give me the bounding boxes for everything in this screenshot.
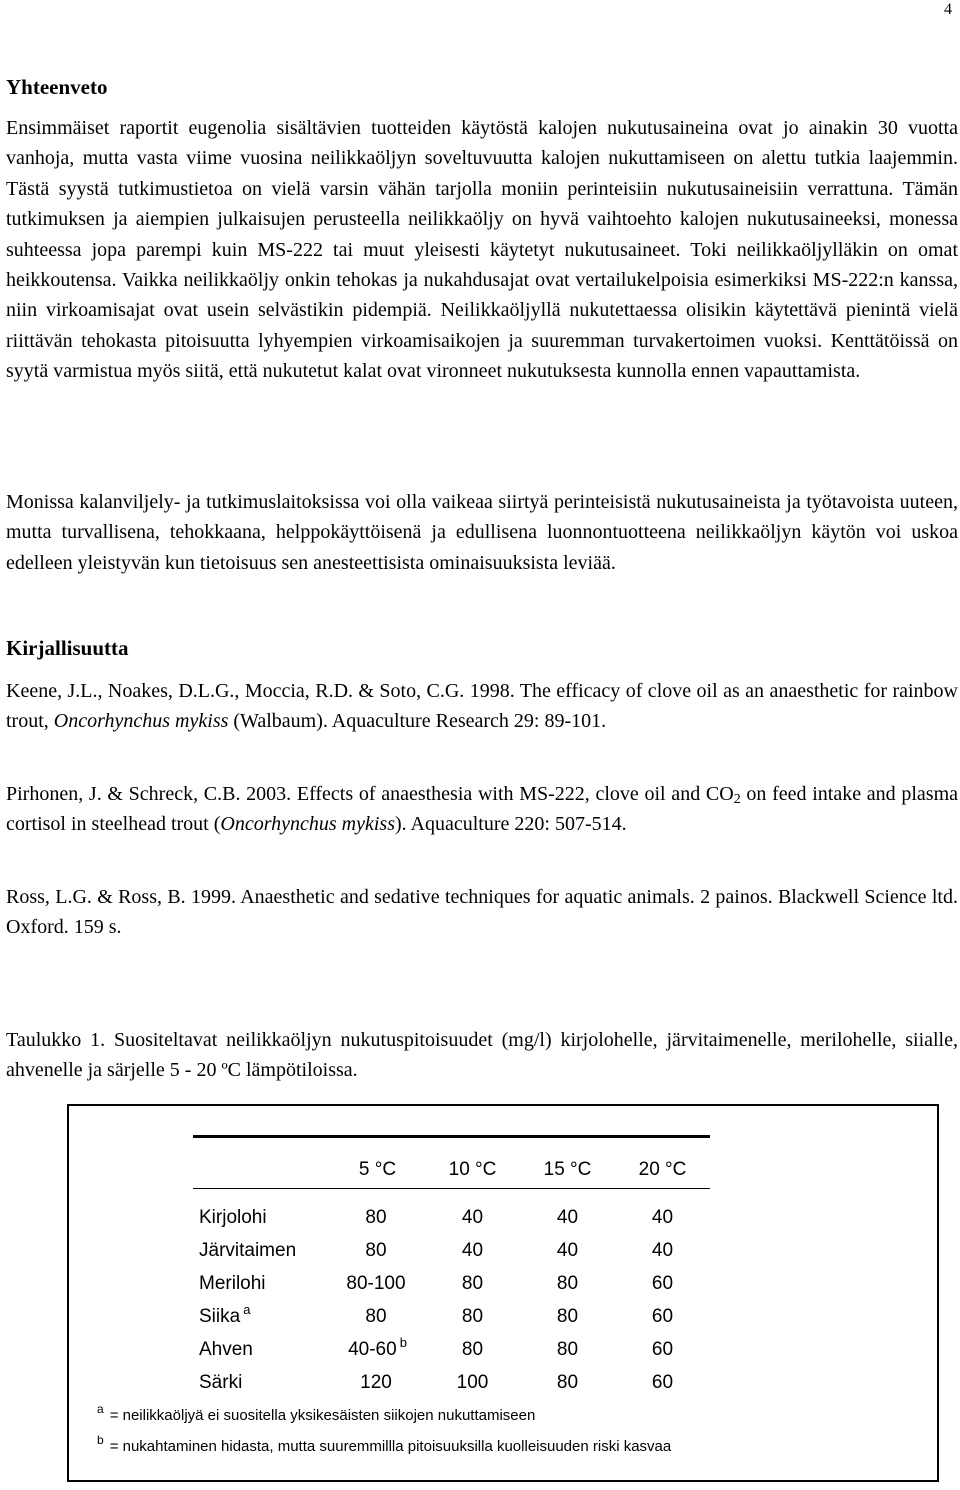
header-cell: 20 °C (615, 1137, 710, 1189)
species-cell: Kirjolohi (199, 1206, 267, 1228)
table-row (193, 1300, 710, 1333)
co2-subscript: 2 (733, 792, 741, 807)
table-footnote-a (97, 1402, 536, 1426)
footnote-mark: a (97, 1402, 104, 1416)
header-cell: 10 °C (425, 1137, 520, 1189)
footnote-mark: b (97, 1433, 104, 1447)
value-cell: 100 (456, 1371, 489, 1393)
table-footnote-b (97, 1433, 672, 1457)
header-cell: 15 °C (520, 1137, 615, 1189)
footnote-mark: b (399, 1334, 407, 1350)
species-cell: Merilohi (199, 1272, 266, 1294)
summary-paragraph-1: Ensimmäiset raportit eugenolia sisältävien tuotteiden käytöstä kalojen nukutusaineina ovat jo ainakin 30 vuotta vanhoja, mutta vasta viime vuosina neilikkaöljyn soveltuvuutta kalojen nukuttamiseen on alettu tutkia laajemmin. Tästä syystä tutkimustietoa on vielä varsin vähän tarjolla moniin perinteisiin nukutusaineisiin verrattuna. Tämän tutkimuksen ja aiempien julkaisujen perusteella neilikkaöljy on hyvä vaihtoehto kalojen nukutusaineeksi, monessa suhteessa jopa parempi kuin MS-222 tai muut yleisesti käytetyt nukutusaineet. Toki neilikkaöljylläkin on omat heikkoutensa. Vaikka neilikkaöljy onkin tehokas ja nukahdusajat ovat vertailukelpoisia esimerkiksi MS-222:n kanssa, niin virkoamisajat ovat usein selvästikin pidempiä. Neilikkaöljyllä nukutettaessa olisikin käytettävä pienintä vielä riittävän tehokasta pitoisuutta lyhyempien virkoamisaikojen ja suuremman turvakertoimen vuoksi. Kenttätöissä on syytä varmistua myös siitä, että nukutetut kalat ovat vironneet nukutuksesta kunnolla ennen vapauttamista. (6, 117, 958, 383)
species-cell: Järvitaimen (199, 1239, 297, 1261)
footnote-text: = neilikkaöljyä ei suositella yksikesäisten siikojen nukuttamiseen (109, 1407, 536, 1424)
value-cell: 80 (556, 1371, 579, 1393)
value-cell: 40 (651, 1239, 674, 1261)
references-heading: Kirjallisuutta (6, 636, 129, 660)
summary-heading: Yhteenveto (6, 75, 108, 99)
species-cell: Siika $^a$ (199, 1301, 251, 1327)
reference-text: Pirhonen, J. & Schreck, C.B. 2003. Effects of anaesthesia with MS-222, clove oil and CO (6, 783, 734, 805)
table-row (193, 1366, 710, 1399)
value-cell: 120 (360, 1371, 392, 1393)
value-cell: 80 (365, 1206, 387, 1228)
value-cell: 40 (556, 1206, 579, 1228)
reference-text: ). Aquaculture 220: 507-514. (395, 813, 627, 836)
footnote-mark: a (243, 1301, 251, 1317)
value-cell: 80 (556, 1338, 579, 1360)
species-cell: Särki (199, 1371, 243, 1393)
value-cell: 80 (461, 1338, 484, 1360)
reference-item (6, 779, 958, 840)
table-caption: Taulukko 1. Suositeltavat neilikkaöljyn nukutuspitoisuudet (mg/l) kirjolohelle, järvitaimenelle, merilohelle, siialle, ahvenelle ja särjelle 5 - 20 ºC lämpötiloissa. (6, 1029, 958, 1082)
table-row (193, 1333, 710, 1366)
reference-text: (Walbaum). Aquaculture Research 29: 89-101. (228, 710, 607, 733)
reference-text: Ross, L.G. & Ross, B. 1999. Anaesthetic and sedative techniques for aquatic animals. 2 painos. Blackwell Science ltd. Oxford. 159 s. (6, 886, 958, 939)
reference-item (6, 882, 958, 943)
table-row (193, 1234, 710, 1267)
value-cell: 40 (461, 1239, 484, 1261)
concentration-table (193, 1135, 710, 1399)
value-cell: 80-100 (346, 1272, 406, 1294)
value-cell: 80 (461, 1305, 484, 1327)
value-cell: 60 (651, 1272, 674, 1294)
header-cell (193, 1137, 330, 1189)
table-frame (67, 1104, 939, 1482)
value-cell: 80 (365, 1239, 387, 1261)
table-row (193, 1201, 710, 1234)
value-cell: 80 (365, 1305, 387, 1327)
species-cell: Ahven (199, 1338, 253, 1360)
value-cell: 40 (556, 1239, 579, 1261)
value-cell: 40 (461, 1206, 484, 1228)
value-cell: 60 (651, 1338, 674, 1360)
table-row (193, 1267, 710, 1300)
header-cell: 5 °C (330, 1137, 425, 1189)
value-cell: 80 (556, 1272, 579, 1294)
reference-item (6, 676, 958, 737)
value-cell: 60 (651, 1371, 674, 1393)
footnote-text: = nukahtaminen hidasta, mutta suuremmillla pitoisuuksilla kuolleisuuden riski kasvaa (109, 1438, 672, 1455)
species-name: Oncorhynchus mykiss (53, 710, 229, 733)
value-cell: 60 (651, 1305, 674, 1327)
value-cell: 40 (651, 1206, 674, 1228)
value-cell: 80 (556, 1305, 579, 1327)
reference-text: Keene, J.L., Noakes, D.L.G., Moccia, R.D. & Soto, C.G. 1998. The efficacy of clove oil as an anaesthetic for rainbow trout, (6, 680, 958, 733)
value-cell: 80 (461, 1272, 484, 1294)
summary-paragraph-2: Monissa kalanviljely- ja tutkimuslaitoksissa voi olla vaikeaa siirtyä perinteisistä nukutusaineista ja työtavoista uuteen, mutta turvallisena, tehokkaana, helppokäyttöisenä ja edullisena luonnontuotteena neilikkaöljyn käytön voi uskoa edelleen yleistyvän kun tietoisuus sen anesteettisista ominaisuuksista leviää. (6, 491, 958, 574)
table-header-row (193, 1137, 710, 1189)
species-name: Oncorhynchus mykiss (220, 813, 395, 836)
reference-text: on feed intake and plasma cortisol in steelhead trout ( (6, 783, 959, 836)
value-cell: 40-60 $^b$ (348, 1334, 407, 1360)
page-number: 4 (944, 1, 952, 18)
